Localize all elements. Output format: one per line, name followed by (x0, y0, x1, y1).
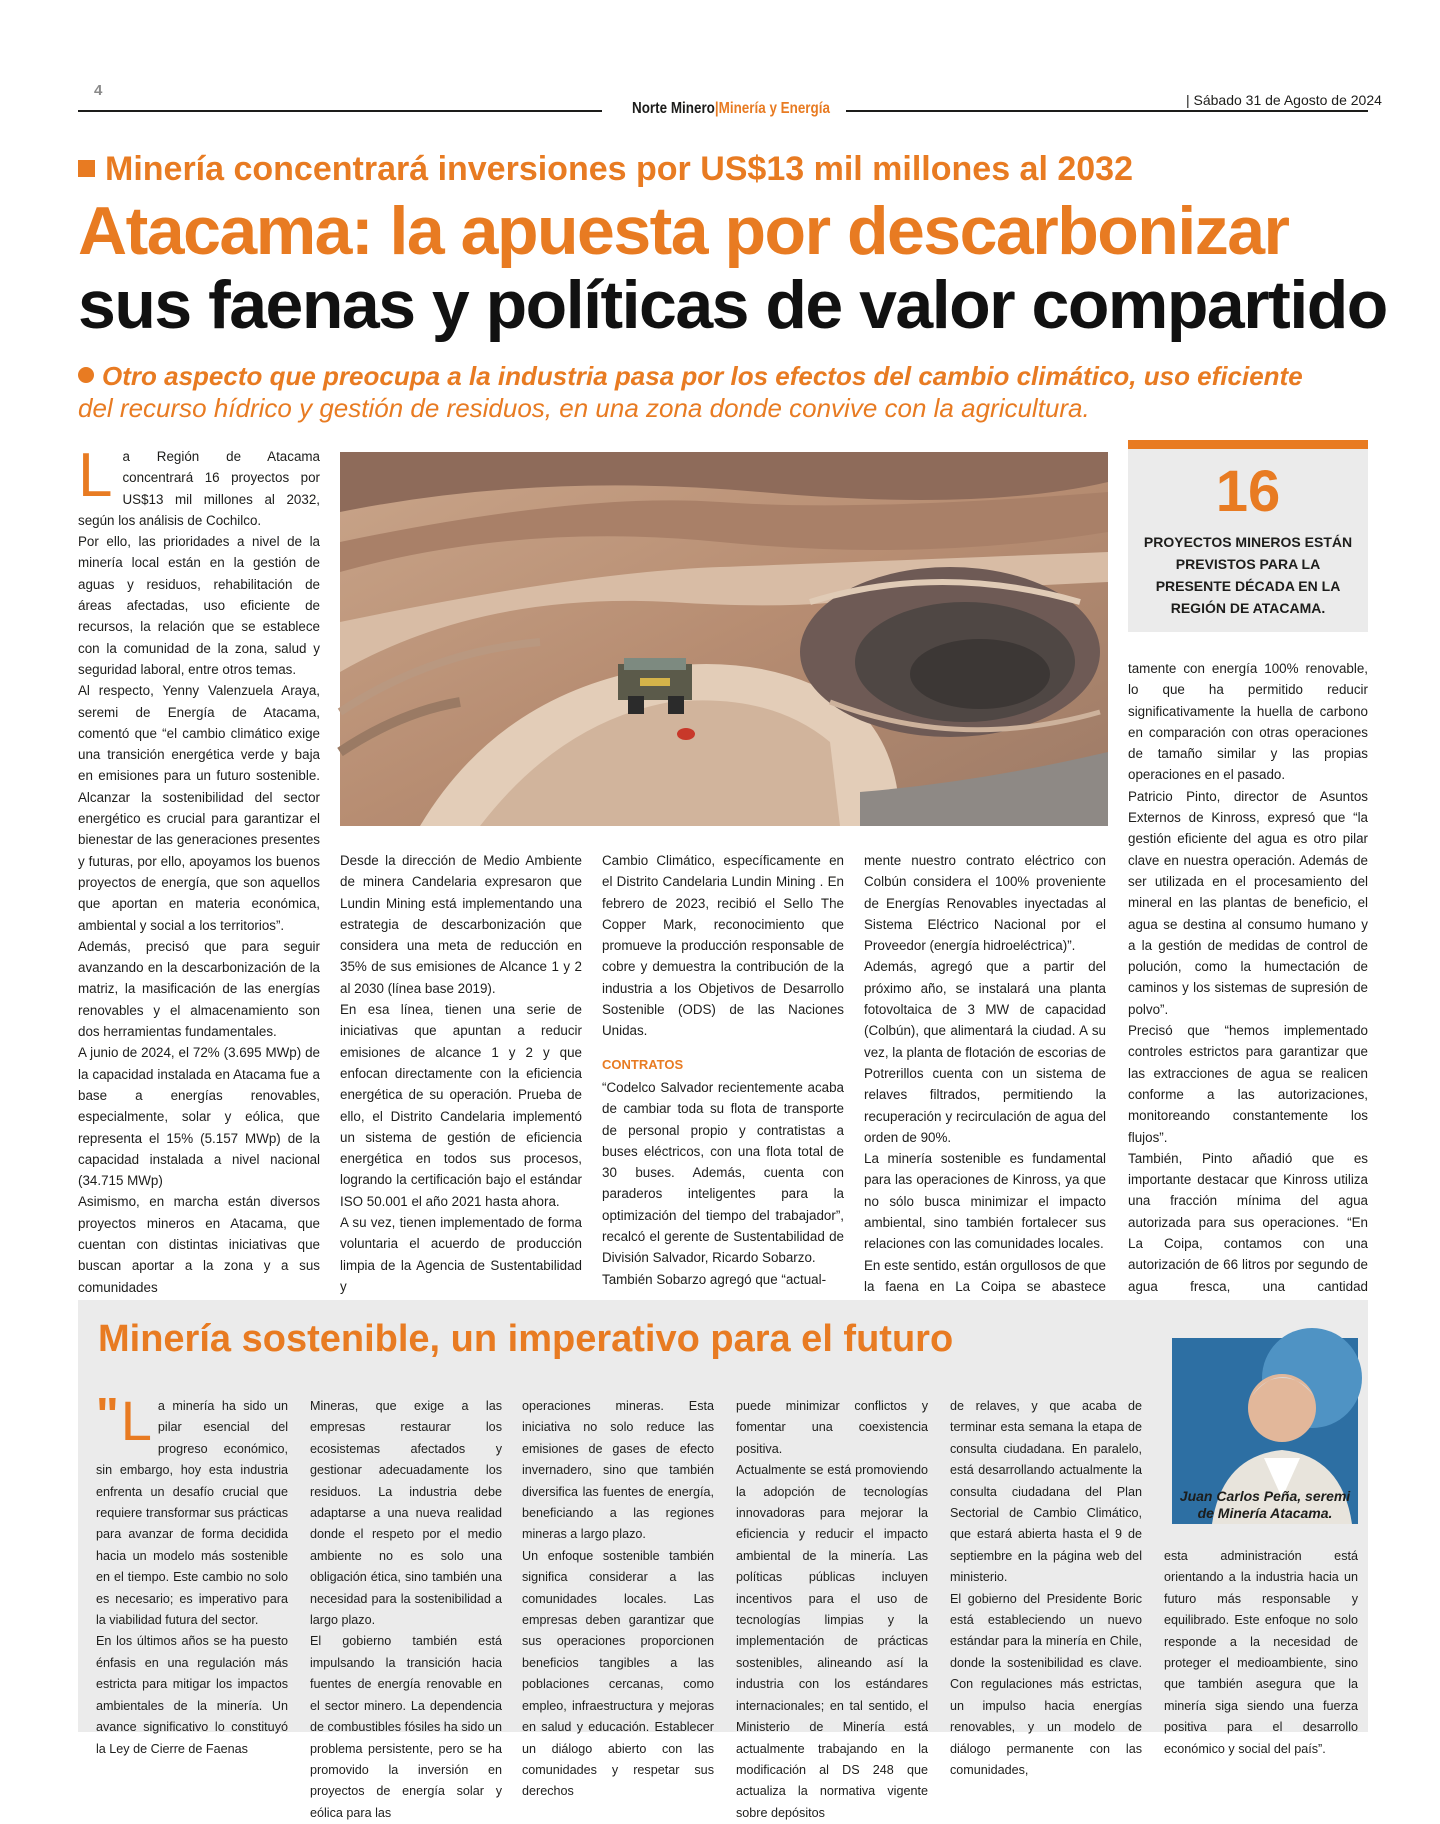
page-number: 4 (94, 82, 103, 99)
masthead (632, 100, 830, 118)
paragraph: puede minimizar conflictos y fomentar una coexistencia positiva. (736, 1399, 928, 1456)
publication-name: Norte Minero (632, 100, 715, 117)
kicker-text: Minería concentrará inversiones por US$13 mil millones al 2032 (105, 150, 1133, 188)
paragraph: Además, agregó que a partir del próximo año, se instalará una planta fotovoltaica de 3 MW de capacidad (Colbún), que alimentará la ciudad. A su vez, la planta de flotación de escorias de Potrerillos cuenta con un sistema de relaves filtrados, permitiendo la recuperación y recirculación de agua del orden de 90%. (864, 959, 1106, 1145)
open-pit-mine-illustration (340, 452, 1108, 826)
paragraph: Por ello, las prioridades a nivel de la minería local están en la gestión de aguas y residuos, rehabilitación de áreas afectadas, uso eficiente de recursos, la relación que se establece con la comunidad de la zona, salud y seguridad laboral, entre otros temas. (78, 534, 320, 677)
paragraph: También Sobarzo agregó que “actual- (602, 1271, 827, 1287)
opinion-column-6 (1164, 1546, 1358, 1760)
paragraph: El gobierno del Presidente Boric está estableciendo un nuevo estándar para la minería en Chile, donde la sostenibilidad es clave. Con regulaciones más estrictas, un impulso hacia energías renovables, y un modelo de diálogo permanente con las comunidades, (950, 1591, 1142, 1777)
paragraph: Actualmente se está promoviendo la adopción de tecnologías innovadoras para mejorar la eficiencia y reducir el impacto ambiental de la minería. Las políticas públicas incluyen incentivos para el uso de tecnologías limpias y la implementación de prácticas sostenibles, alineando así la industria con los estándares internacionales; en tal sentido, el Ministerio de Minería está actualmente trabajando en la modificación al DS 248 que actualiza la normativa vigente sobre depósitos (736, 1463, 928, 1820)
deck-strong: Otro aspecto que preocupa a la industria pasa por los efectos del cambio climático, uso eficiente (102, 361, 1303, 391)
paragraph: operaciones mineras. Esta iniciativa no solo reduce las emisiones de gases de efecto invernadero, sino que también diversifica las fuentes de energía, beneficiando a las regiones mineras a largo plazo. (522, 1399, 714, 1542)
stat-number: 16 (1215, 459, 1281, 524)
author-caption: Juan Carlos Peña, seremi de Minería Atacama. (1179, 1488, 1351, 1521)
headline-line-1: Atacama: la apuesta por descarbonizar (78, 193, 1289, 269)
paragraph: Al respecto, Yenny Valenzuela Araya, seremi de Energía de Atacama, comentó que “el cambio climático exige una transición energética verde y baja en emisiones para un futuro sostenible. Alcanzar la sostenibilidad del sector energético es crucial para garantizar el bienestar de las generaciones presentes y futuras, por ello, apoyamos los buenos proyectos de energía, que son aquellos que aportan en materia económica, ambiental y social a los territorios”. (78, 683, 320, 933)
paragraph: La minería sostenible es fundamental para las operaciones de Kinross, ya que no sólo busca minimizar el impacto ambiental, sino también fortalecer sus relaciones con las comunidades locales. (864, 1151, 1106, 1252)
article-column-5 (1128, 658, 1368, 1361)
paragraph: En los últimos años se ha puesto énfasis en una regulación más estricta para mitigar los impactos ambientales de la minería. Un avance significativo lo constituyó la Ley de Cierre de Faenas (96, 1634, 288, 1756)
article-column-4 (864, 850, 1106, 1319)
paragraph: Patricio Pinto, director de Asuntos Externos de Kinross, expresó que “la gestión eficiente del agua es otro pilar clave en nuestra operación. Además de ser utilizada en el procesamiento del mineral en las plantas de beneficio, el agua se destina al consumo humano y a la gestión de medidas de control de polución, como la humectación de caminos y los sistemas de supresión de polvo”. (1128, 788, 1368, 1017)
issue-date: | Sábado 31 de Agosto de 2024 (1186, 92, 1382, 108)
paragraph: El gobierno también está impulsando la transición hacia fuentes de energía renovable en el sector minero. La dependencia de combustibles fósiles ha sido un problema persistente, pero se ha promovido la inversión en proyectos de energía solar y eólica para las (310, 1634, 502, 1820)
paragraph: a minería ha sido un pilar esencial del progreso económico, sin embargo, hoy esta industria enfrenta un desafío crucial que requiere transformar sus prácticas para avanzar de forma decidida hacia un modelo más sostenible en el tiempo. Este cambio no solo es necesario; es imperativo para la viabilidad futura del sector. (96, 1399, 288, 1628)
paragraph: Cambio Climático, específicamente en el Distrito Candelaria Lundin Mining . En febrero de 2023, recibió el Sello The Copper Mark, reconocimiento que promueve la producción responsable de cobre y demuestra la contribución de la industria a los Objetivos de Desarrollo Sostenible (ODS) de las Naciones Unidas. (602, 853, 844, 1039)
mine-photo (340, 452, 1108, 826)
article-column-1 (78, 441, 320, 1298)
paragraph: También, Pinto añadió que es importante destacar que Kinross utiliza una fracción mínima del agua autorizada para sus operaciones. “En La Coipa, contamos con una autorización de 66 litros por segundo de agua fresca, una cantidad (1128, 1150, 1368, 1294)
headline-line-2: sus faenas y políticas de valor compartido (78, 267, 1387, 343)
paragraph: tamente con energía 100% renovable, lo que ha permitido reducir significativamente la huella de carbono en comparación con otras operaciones de tamaño similar y las propias operaciones en el pasado. (1128, 661, 1368, 783)
deck-rest: del recurso hídrico y gestión de residuos, en una zona donde convive con la agricultura. (78, 393, 1090, 423)
paragraph: Un enfoque sostenible también significa considerar a las comunidades locales. Las empresas deben garantizar que sus operaciones proporcionen beneficios tangibles a las poblaciones cercanas, como empleo, infraestructura y mejoras en salud y educación. Establecer un diálogo abierto con las comunidades y respetar sus derechos (522, 1548, 714, 1799)
dot-bullet-icon (78, 367, 94, 383)
paragraph: de relaves, y que acaba de terminar esta semana la etapa de consulta ciudadana. En paralelo, está desarrollando actualmente la consulta ciudadana del Plan Sectorial de Cambio Climático, que estará abierta hasta el 9 de septiembre en la página web del ministerio. (950, 1399, 1142, 1585)
dropcap: L (78, 441, 113, 510)
kicker (78, 150, 1133, 189)
paragraph: a Región de Atacama concentrará 16 proyectos por US$13 mil millones al 2032, según los análisis de Cochilco. (78, 449, 320, 528)
paragraph: Mineras, que exige a las empresas restaurar los ecosistemas afectados y gestionar adecuadamente los residuos. La industria debe adaptarse a una nueva realidad donde el respeto por el medio ambiente no es solo una obligación ética, sino también una necesidad para la sostenibilidad a largo plazo. (310, 1399, 502, 1628)
paragraph: En este sentido, están orgullosos de que la faena en La Coipa se abastece (864, 1257, 1106, 1294)
deck (78, 360, 1378, 424)
opinion-column-2 (310, 1396, 502, 1824)
opinion-column-1 (96, 1389, 288, 1760)
paragraph: esta administración está orientando a la industria hacia un futuro más responsable y equilibrado. Este enfoque no solo responde a la necesidad de proteger el medioambiente, sino que también asegura que la minería siga siendo una fuerza positiva para el desarrollo económico y social del país”. (1164, 1549, 1358, 1756)
paragraph: A junio de 2024, el 72% (3.695 MWp) de la capacidad instalada en Atacama fue a base a energías renovables, especialmente, solar y eólica, que representa el 15% (5.157 MWp) de la capacidad instalada a nivel nacional (34.715 MWp) (78, 1045, 320, 1189)
paragraph: En esa línea, tienen una serie de iniciativas que apuntan a reducir emisiones de alcance 1 y 2 y que enfocan directamente con la eficiencia energética de su operación. Prueba de ello, el Distrito Candelaria implementó un sistema de gestión de eficiencia energética en todos sus procesos, logrando la certificación bajo el estándar ISO 50.001 el año 2021 hasta ahora. (340, 1002, 582, 1209)
paragraph: mente nuestro contrato eléctrico con Colbún considera el 100% proveniente de Energías Renovables inyectadas al Sistema Eléctrico Nacional por el Proveedor (energía hidroeléctrica)”. (864, 853, 1106, 954)
paragraph: Desde la dirección de Medio Ambiente de minera Candelaria expresaron que Lundin Mining está implementando una estrategia de descarbonización que considera una meta de reducción en 35% de sus emisiones de Alcance 1 y 2 al 2030 (línea base 2019). (340, 853, 582, 996)
opinion-column-4 (736, 1396, 928, 1824)
stat-box (1128, 440, 1368, 632)
stat-text: PROYECTOS MINEROS ESTÁN PREVISTOS PARA LA PRESENTE DÉCADA EN LA REGIÓN DE ATACAMA. (1143, 534, 1353, 616)
paragraph: Además, precisó que para seguir avanzando en la descarbonización de la matriz, la masificación de las energías renovables y el almacenamiento son dos herramientas fundamentales. (78, 938, 320, 1040)
paragraph: Precisó que “hemos implementado controles estrictos para garantizar que las extracciones de agua se realicen conforme a las autorizaciones, monitoreando constantemente los flujos”. (1128, 1023, 1368, 1145)
opinion-column-3 (522, 1396, 714, 1803)
opinion-column-5 (950, 1396, 1142, 1781)
header-rule-right (846, 110, 1368, 112)
paragraph: “Codelco Salvador recientemente acaba de cambiar toda su flota de transporte de personal propio y contratistas a buses eléctricos, con una flota total de 30 buses. Además, cuenta con paraderos inteligentes para la optimización del tiempo del trabajador”, recalcó el gerente de Sustentabilidad de División Salvador, Ricardo Sobarzo. (602, 1079, 844, 1266)
header-rule-left (78, 110, 602, 112)
subhead-contratos: CONTRATOS (602, 1056, 684, 1072)
article-column-2 (340, 850, 582, 1297)
paragraph: Asimismo, en marcha están diversos proyectos mineros en Atacama, que cuentan con distintas iniciativas que buscan aportar a la zona y a sus comunidades (78, 1194, 320, 1295)
paragraph: A su vez, tienen implementado de forma voluntaria el acuerdo de producción limpia de la Agencia de Sustentabilidad y (340, 1215, 582, 1294)
section-name: Minería y Energía (718, 100, 830, 117)
opinion-title: Minería sostenible, un imperativo para el futuro (98, 1318, 954, 1360)
dropcap: L (120, 1389, 152, 1452)
headline (78, 193, 1387, 343)
masthead-separator: | (714, 100, 719, 117)
article-column-3 (602, 850, 844, 1290)
square-bullet-icon (78, 160, 95, 177)
quote-mark-icon: " (96, 1389, 119, 1442)
